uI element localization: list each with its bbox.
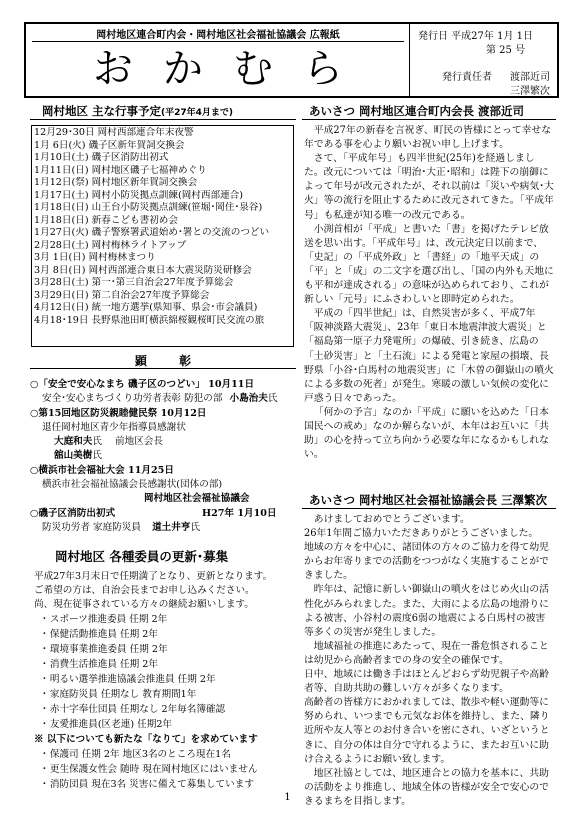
committee-extra-item: ･ 消防団員 現在3名 災害に備えて募集しています bbox=[42, 779, 254, 790]
greeting-paragraph: 高齢者の皆様方におかれましては、散歩や軽い運動等に努められ、いつまでも元気なお体を維持し、また、隣り近所や友人等とのお付き合いを密にされ、いざというときに、自分の体は自分で守れるように、またお互いに助け合えるようにお願い致します。 bbox=[304, 697, 550, 765]
greeting-chairman-body bbox=[304, 124, 554, 462]
committee-note: ※ 以下についても新たな「なりて」を求めています bbox=[34, 734, 258, 745]
award-description: 防災功労者 家庭防災員 bbox=[42, 522, 141, 533]
schedule-event: 1月27日(火) 磯子警察署武道始め･署との交流のつどい bbox=[34, 227, 270, 238]
award-event-title: ○横浜市社会福祉大会 11月25日 bbox=[30, 465, 174, 476]
honorific: 氏 bbox=[92, 436, 102, 447]
awards-heading: 顕 彰 bbox=[134, 354, 206, 368]
schedule-event: 3月 8日(日) 岡村西部連合東日本大震災防災研修会 bbox=[34, 264, 252, 276]
schedule-event: 1月18日(日) 山王台小防災拠点訓練(笹堀･岡住･泉谷) bbox=[34, 202, 263, 213]
schedule-event: 4月12日(日) 統一地方選挙(県知事、県会･市会議員) bbox=[34, 302, 258, 313]
schedule-event: 1月 6日(火) 磯子区新年賀詞交換会 bbox=[34, 139, 185, 151]
award-recipient-role: 前地区会長 bbox=[115, 436, 163, 447]
committee-heading: 岡村地区 各種委員の更新･募集 bbox=[55, 549, 229, 564]
publisher-name-2: 三澤繁次 bbox=[510, 86, 550, 97]
committee-item: ･ 環境事業推進委員 任期 2年 bbox=[42, 644, 168, 655]
committee-extra-item: ･ 保護司 任期 2年 地区3名のところ現在1名 bbox=[42, 749, 231, 760]
greeting-paragraph: 小渕首相が「平成」と書いた「書」を掲げたテレビ放送を思い出す。「平成年号」は、改元決定日以前まで、「史記」の「平成外政」と「書経」の「地平天成」の「平」と「成」の二文字を選び出し、「国の内外も天地にも平和が達成される」の意味が込められており、これが新しい「元号」にふさわしいと即時定められた。 bbox=[304, 223, 554, 306]
schedule-event: 1月11日(日) 岡村地区磯子七福神めぐり bbox=[34, 164, 207, 176]
award-recipient-org: 岡村地区社会福祉協議会 bbox=[144, 493, 250, 504]
issue-date: 発行日 平成27年 1月 1日 bbox=[418, 31, 533, 42]
award-event-title: ○磯子区消防出初式 bbox=[30, 508, 116, 519]
publisher-org-line: 岡村地区連合町内会・岡村地区社会福祉協議会 広報紙 bbox=[96, 30, 340, 41]
committee-item: ･ 消費生活推進員 任期 2年 bbox=[42, 659, 158, 670]
greeting-paragraph: 日中、地域には働き手はほとんどおらず幼児親子や高齢者等、自助共助の難しい方々が多くなります。 bbox=[304, 669, 549, 695]
page-number: 1 bbox=[284, 792, 291, 803]
greeting-paragraph: 26年1年間ご協力いただきありがとうございました。 bbox=[304, 528, 539, 540]
schedule-event: 4月18･19日 長野県池田町横浜綿桜観桜町民交流の旅 bbox=[34, 314, 265, 326]
honorific: 氏 bbox=[92, 450, 102, 461]
publisher-name-1: 渡部近司 bbox=[510, 72, 550, 83]
greeting-paragraph: 地域福祉の推進にあたって、現在一番危惧されることは幼児から高齢者までの身の安全の確保です。 bbox=[304, 640, 549, 666]
committee-item: ･ 家庭防災員 任期なし 教育期間1年 bbox=[42, 689, 197, 700]
greeting-paragraph: 平成の「四半世紀」は、自然災害が多く、平成7年「阪神淡路大震災」、23年「東日本地震津波大震災」と「福島第一原子力発電所」の爆破、引き続き、広島の「土砂災害」と「土石流」による発電と家屋の損壊、長野県「小谷･白馬村の地震災害」に「木曽の御嶽山の噴火による多数の死者」が発生。寒暖の激しい気候の変化に戸惑う日々であった。 bbox=[304, 308, 554, 404]
schedule-event: 2月28日(土) 岡村梅林ライトアップ bbox=[34, 239, 187, 251]
award-description: 退任岡村地区青少年指導員感謝状 bbox=[42, 422, 186, 433]
issue-number: 第 25 号 bbox=[486, 45, 526, 56]
committee-item: ･ 友愛推進員(区老連) 任期2年 bbox=[42, 719, 173, 730]
committee-item: ･ 保健活動推進員 任期 2年 bbox=[42, 629, 158, 640]
committee-item: ･ 赤十字奉仕団員 任期なし 2年毎名簿確認 bbox=[42, 704, 226, 715]
schedule-title-note: (平27年4月まで) bbox=[161, 108, 234, 118]
greeting-title-rule bbox=[302, 119, 556, 120]
title-divider bbox=[32, 41, 404, 42]
committee-item: ･ 明るい選挙推進協議会推進員 任期 2年 bbox=[42, 674, 216, 685]
award-event-date: H27年 1月10日 bbox=[202, 508, 277, 519]
greeting-paragraph: さて、「平成年号」も四半世紀(25年)を経過しました。改元については「明治･大正･昭和」は陛下の崩御によって年号が改元されたが、それ以前は「災いや病気･大火」等の流行を阻止するために改元されてきた。「平成年号」も私達が知る唯一の改元である。 bbox=[304, 153, 554, 221]
committee-intro: 平成27年3月末日で任期満了となり、更新となります。 bbox=[34, 571, 273, 582]
greeting-title-rule bbox=[302, 508, 556, 509]
award-description: 安全･安心まちづくり功労者表彰 防犯の部 bbox=[42, 393, 223, 404]
award-recipient-line bbox=[54, 433, 163, 447]
publisher-label: 発行責任者 bbox=[442, 72, 492, 83]
awards-heading-rule bbox=[30, 368, 296, 369]
masthead bbox=[24, 22, 559, 98]
award-recipient-name: 小島治夫 bbox=[229, 393, 268, 404]
schedule-event: 3月28日(土) 第一･第三自治会27年度予算総会 bbox=[34, 277, 234, 288]
schedule-event: 1月18日(日) 新春こども書初め会 bbox=[34, 214, 178, 226]
committee-extra-item: ･ 更生保護女性会 随時 現在岡村地区にはいません bbox=[42, 764, 258, 775]
schedule-heading bbox=[42, 103, 233, 119]
committee-intro: ご希望の方は、自治会長までお申し込みください。 bbox=[34, 585, 255, 596]
schedule-event: 3月 1日(日) 岡村梅林まつり bbox=[34, 252, 156, 263]
schedule-event: 1月12日(祭) 岡村地区新年賀詞交換会 bbox=[34, 177, 198, 188]
greeting-paragraph: 地域の方々を中心に、諸団体の方々のご協力を得て幼児からお年寄りまでの活動をつつがなく実施することができました。 bbox=[304, 542, 549, 582]
schedule-title: 岡村地区 主な行事予定 bbox=[42, 104, 162, 118]
greeting-paragraph: 昨年は、記憶に新しい御嶽山の噴火をはじめ火山の活性化がみられました。また、大雨による広島の地滑りによる被害、小谷村の震度6弱の地震による白馬村の被害等多くの災害が発生しました。 bbox=[304, 584, 549, 638]
issue-info-block bbox=[412, 24, 558, 96]
greeting-welfare-body bbox=[304, 513, 554, 809]
award-recipient-line bbox=[42, 390, 277, 404]
newsletter-title: おかむら bbox=[93, 46, 373, 92]
schedule-event: 1月10日(土) 磯子区消防出初式 bbox=[34, 152, 169, 163]
schedule-event: 12月29･30日 岡村西部連合年末夜警 bbox=[34, 127, 194, 138]
award-event-title: ○「安全で安心なまち 磯子区のつどい」 10月11日 bbox=[30, 379, 255, 390]
award-recipient-line bbox=[42, 519, 200, 533]
award-event-title: ○第15回地区防災親睦健民祭 10月12日 bbox=[30, 408, 207, 419]
committee-item: ･ スポーツ推進委員 任期 2年 bbox=[42, 614, 168, 625]
schedule-box bbox=[31, 125, 294, 347]
award-recipient-name: 舘山美樹 bbox=[54, 450, 93, 461]
masthead-title-block bbox=[26, 24, 410, 96]
honorific: 氏 bbox=[190, 522, 201, 533]
greeting-paragraph: 「何かの予言」なのか「平成」に願いを込めた「日本国民への戒め」なのか解らないが、本年はお互いに「共助」の心を持って立ち向かう必要な年になるかもしれない。 bbox=[304, 406, 549, 461]
schedule-event: 3月29日(日) 第二自治会27年度予算総会 bbox=[34, 289, 210, 301]
greeting-paragraph: 地区社協としては、地区連合との協力を基本に、共助の活動をより推進し、地域全体の皆様が安全で安心のできるまちを目指します。 bbox=[304, 767, 549, 807]
greeting-paragraph: あけましておめでとうございます。 bbox=[313, 514, 470, 525]
committee-intro: 尚、現在従事されている方々の継続お願いします。 bbox=[34, 599, 254, 610]
greeting-paragraph: 平成27年の新春を言祝ぎ、町民の皆様にとって幸せな年である事を心より願いお祝い申し上げます。 bbox=[304, 125, 552, 151]
honorific: 氏 bbox=[267, 393, 278, 404]
schedule-event: 1月17日(土) 岡村小防災拠点訓練(岡村西部連合) bbox=[34, 189, 244, 201]
schedule-heading-rule bbox=[30, 119, 296, 120]
award-recipient-line bbox=[54, 447, 102, 461]
award-recipient-name: 道土井亨 bbox=[152, 522, 191, 533]
award-description: 横浜市社会福祉協議会長感謝状(団体の部) bbox=[42, 479, 223, 490]
greeting-welfare-title: あいさつ 岡村地区社会福祉協議会長 三澤繁次 bbox=[309, 493, 548, 507]
greeting-chairman-title: あいさつ 岡村地区連合町内会長 渡部近司 bbox=[309, 104, 525, 118]
award-recipient-name: 大庭和夫 bbox=[54, 436, 93, 447]
